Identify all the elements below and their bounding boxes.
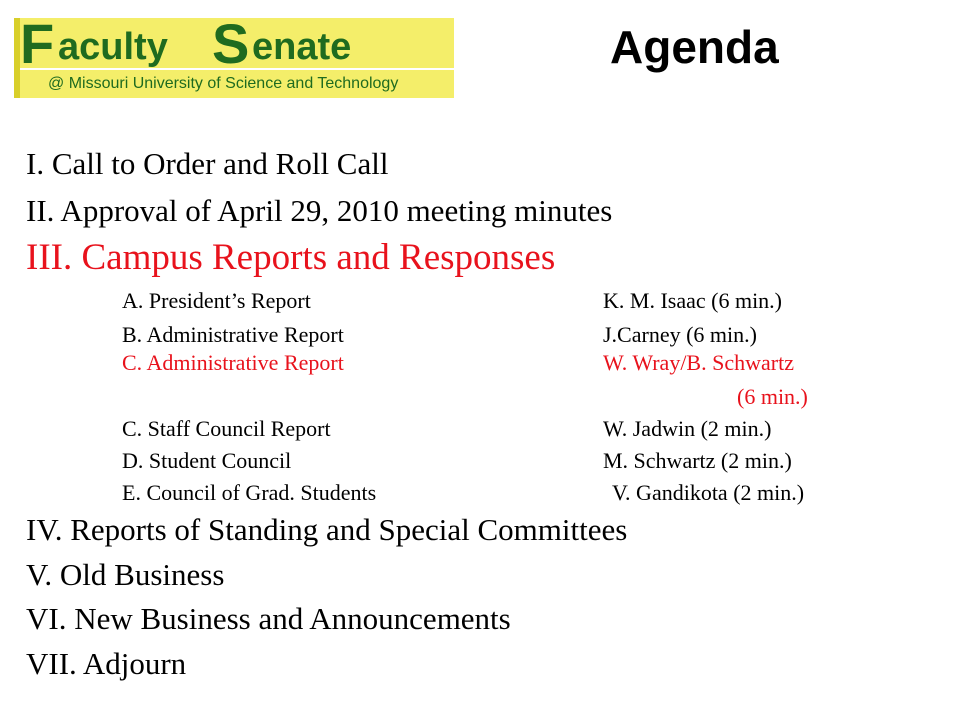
logo-initial-s: S — [212, 12, 250, 75]
report-label: E. Council of Grad. Students — [122, 480, 377, 505]
agenda-item-4: IV. Reports of Standing and Special Committees — [26, 512, 628, 547]
logo-initial-f: F — [20, 12, 55, 75]
report-speaker: J.Carney (6 min.) — [603, 322, 757, 347]
agenda-item-6: VI. New Business and Announcements — [26, 601, 511, 636]
report-speaker: V. Gandikota (2 min.) — [612, 480, 805, 505]
page-title: Agenda — [610, 21, 779, 73]
report-speaker: M. Schwartz (2 min.) — [603, 448, 792, 473]
agenda-item-5: V. Old Business — [26, 557, 225, 592]
report-speaker: W. Jadwin (2 min.) — [603, 416, 772, 441]
report-label: C. Staff Council Report — [122, 416, 331, 441]
agenda-item-3: III. Campus Reports and Responses — [26, 237, 556, 278]
report-label: D. Student Council — [122, 448, 292, 473]
logo-subtitle: @ Missouri University of Science and Technology — [48, 75, 399, 92]
report-label: B. Administrative Report — [122, 322, 344, 347]
logo-word-faculty: aculty — [58, 26, 168, 68]
report-label: A. President’s Report — [122, 288, 311, 313]
agenda-item-7: VII. Adjourn — [26, 646, 187, 681]
report-label: C. Administrative Report — [122, 350, 344, 375]
faculty-senate-logo — [14, 14, 454, 104]
agenda-item-2: II. Approval of April 29, 2010 meeting minutes — [26, 193, 613, 228]
report-speaker: K. M. Isaac (6 min.) — [603, 288, 783, 313]
logo-word-senate: enate — [252, 26, 352, 68]
agenda-item-1: I. Call to Order and Roll Call — [26, 146, 389, 181]
report-speaker-continued: (6 min.) — [737, 384, 808, 409]
report-speaker: W. Wray/B. Schwartz — [603, 350, 794, 375]
